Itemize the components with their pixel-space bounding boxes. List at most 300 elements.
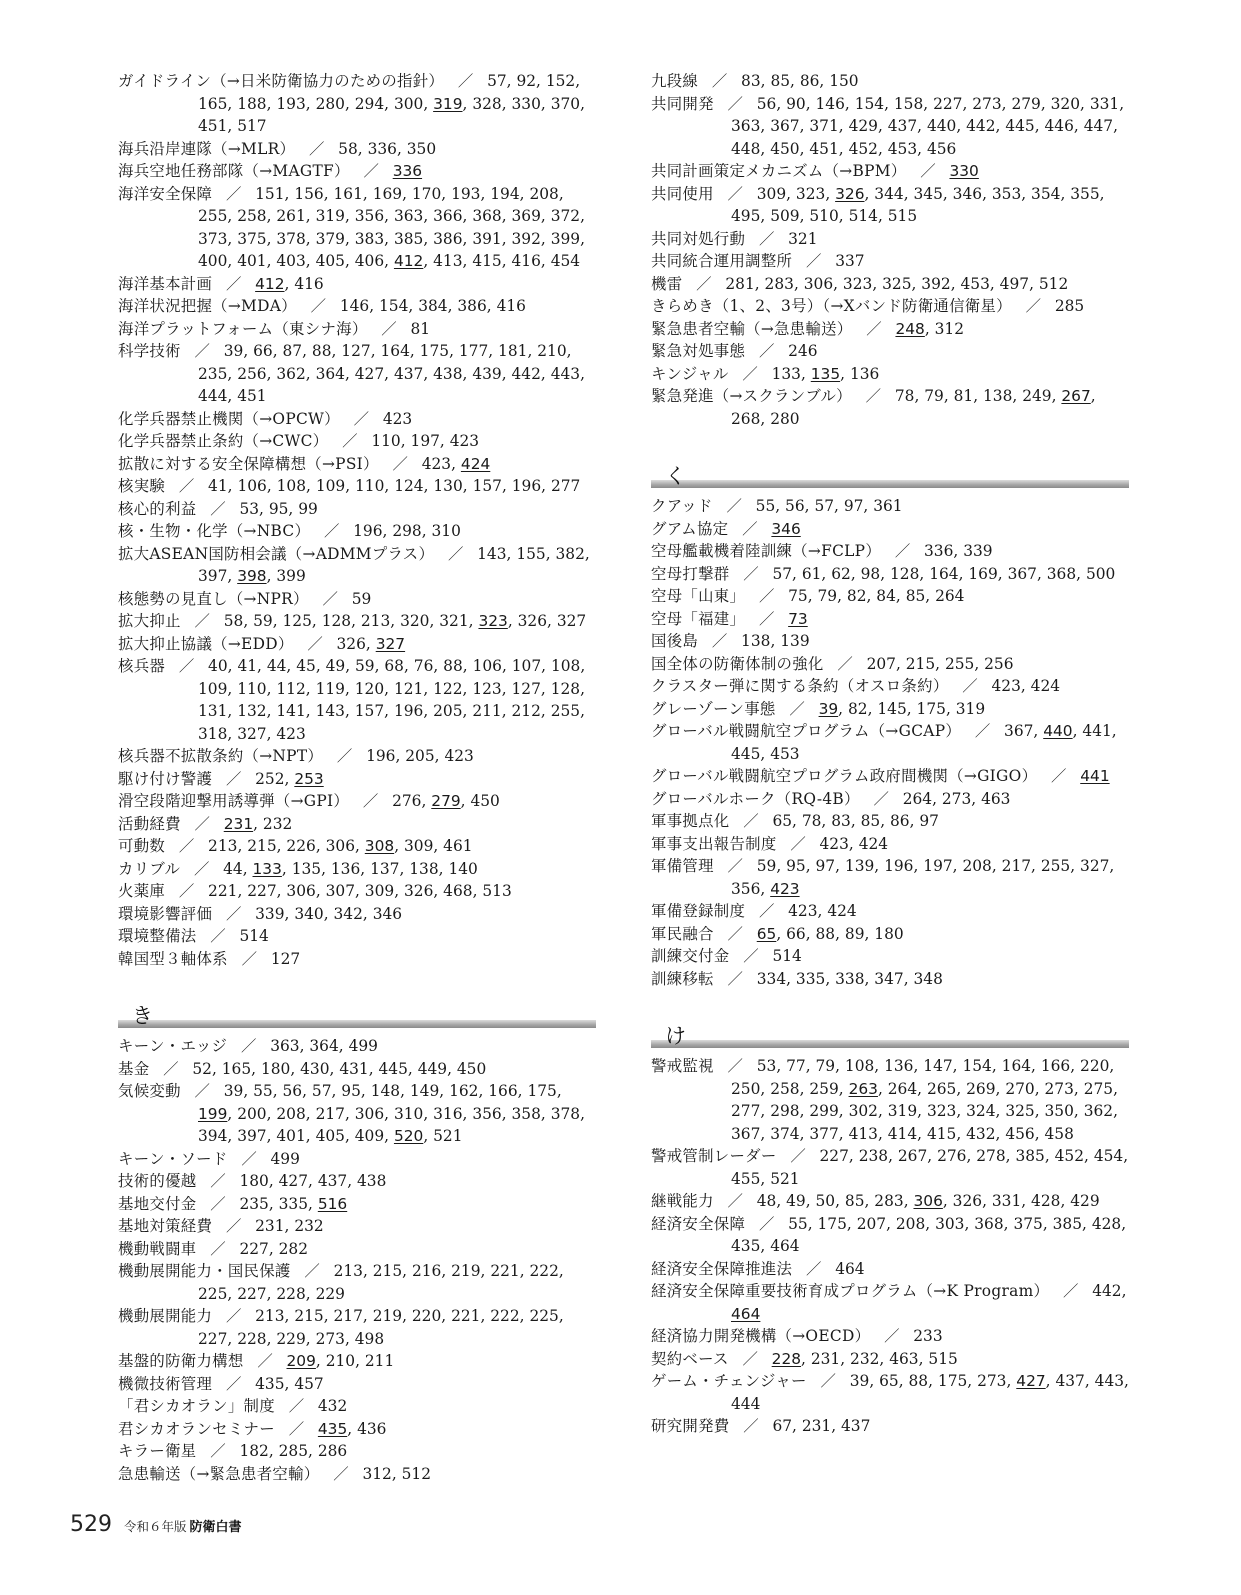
page-ref: 277 <box>550 477 581 495</box>
page-ref: 401 <box>276 1127 306 1145</box>
page-ref: 175 <box>916 699 946 718</box>
index-entry <box>651 765 1129 788</box>
page-ref: 193 <box>451 184 481 203</box>
page-ref: 149 <box>409 1082 440 1100</box>
page-ref: 279 <box>1011 94 1041 113</box>
page-ref: 331 <box>1089 94 1120 113</box>
page-ref: 267 <box>897 1147 928 1165</box>
index-term: 君シカオランセミナー <box>118 1419 275 1438</box>
page-ref: 399 <box>276 567 306 585</box>
page-ref: 88 <box>815 924 836 943</box>
page-ref: 382 <box>555 544 585 563</box>
index-term: 研究開発費 <box>651 1417 730 1435</box>
page-ref: 109 <box>198 679 228 698</box>
page-ref: 438 <box>357 1172 387 1190</box>
page-ref: 108 <box>276 477 307 495</box>
page-ref: 139 <box>844 857 875 875</box>
page-ref: 110 <box>237 679 267 698</box>
page-ref: 443 <box>550 364 581 383</box>
page-ref: 356 <box>354 207 385 225</box>
page-ref: 169 <box>372 184 403 203</box>
index-term: 共同計画策定メカニズム（→BPM） <box>651 162 907 180</box>
page-ref: 44 <box>266 657 287 675</box>
page-ref-main: 73 <box>788 609 808 628</box>
page-ref: 273 <box>1044 1079 1074 1098</box>
page-ref: 339 <box>963 542 993 560</box>
page-ref: 309 <box>756 184 787 203</box>
page-ref: 499 <box>270 1149 300 1168</box>
page-ref: 468 <box>443 882 473 900</box>
page-ref: 294 <box>354 94 385 113</box>
page-ref: 312 <box>362 1464 392 1483</box>
page-ref: 154 <box>962 1057 992 1075</box>
index-term: ガイドライン（→日米防衛協力のための指針） <box>118 72 445 90</box>
index-term: キンジャル <box>651 364 729 383</box>
index-term: 機雷 <box>651 274 683 293</box>
page-ref: 355 <box>1070 184 1100 203</box>
index-term: 緊急対処事態 <box>651 342 746 360</box>
page-ref: 316 <box>433 1104 463 1123</box>
page-ref: 59 <box>253 612 273 630</box>
page-ref: 208 <box>895 1214 926 1233</box>
page-ref-main: 435 <box>317 1419 348 1438</box>
page-ref: 75 <box>788 587 808 605</box>
index-column-right <box>651 70 1129 1438</box>
page-ref: 155 <box>516 544 546 563</box>
page-ref: 82 <box>847 699 868 718</box>
page-ref: 135 <box>291 859 322 878</box>
page-ref: 378 <box>550 1104 581 1123</box>
page-ref: 110 <box>355 477 385 495</box>
section-divider-bar <box>651 480 1129 488</box>
page-ref: 217 <box>315 1104 345 1123</box>
index-separator: ／ <box>717 94 753 113</box>
page-ref: 181 <box>498 342 528 360</box>
index-separator: ／ <box>1015 297 1051 315</box>
page-ref: 437 <box>1055 1372 1085 1390</box>
index-separator: ／ <box>327 747 363 765</box>
page-ref-main: 412 <box>393 252 424 270</box>
page-ref: 170 <box>411 184 442 203</box>
index-term: 国全体の防衛体制の強化 <box>651 654 824 673</box>
index-entry: 急患輸送（→緊急患者空輸） ／ 312, 512 <box>118 1464 432 1483</box>
page-ref: 397 <box>237 1127 267 1145</box>
page-ref: 464 <box>835 1259 865 1278</box>
page-ref: 498 <box>354 1329 385 1348</box>
index-term: 軍備登録制度 <box>651 902 746 920</box>
page-ref: 136 <box>849 364 880 383</box>
index-entry: 君シカオランセミナー ／ 435, 436 <box>118 1419 387 1438</box>
page-ref: 318 <box>198 724 228 743</box>
page-ref: 48 <box>756 1192 777 1210</box>
page-ref: 345 <box>913 184 943 203</box>
index-separator: ／ <box>874 1327 910 1345</box>
page-ref: 401 <box>237 252 267 270</box>
index-separator: ／ <box>702 632 738 650</box>
page-ref: 52 <box>192 1059 212 1078</box>
page-ref: 336 <box>367 139 397 158</box>
index-term: 活動経費 <box>118 814 181 833</box>
page-ref: 210 <box>325 1352 356 1370</box>
page-ref: 416 <box>511 252 541 270</box>
page-ref: 423 <box>819 834 849 853</box>
page-ref: 375 <box>237 229 267 248</box>
page-ref: 423 <box>276 724 306 743</box>
index-term: 化学兵器禁止機関（→OPCW） <box>118 409 340 428</box>
page-ref: 450 <box>456 1059 487 1078</box>
page-ref: 57 <box>814 497 835 515</box>
page-ref-main: 323 <box>478 612 508 630</box>
index-term: 核実験 <box>118 477 166 495</box>
index-term: 共同対処行動 <box>651 229 746 248</box>
page-ref: 138 <box>983 387 1013 405</box>
page-ref: 109 <box>315 477 346 495</box>
page-ref: 444 <box>731 1394 761 1413</box>
index-term: グレーゾーン事態 <box>651 699 776 718</box>
page-ref: 306 <box>325 837 355 855</box>
page-ref: 386 <box>457 297 487 315</box>
index-term: 空母打撃群 <box>651 564 730 583</box>
page-ref-main: 228 <box>771 1349 802 1368</box>
page-ref: 44 <box>223 859 243 878</box>
page-ref: 385 <box>393 229 424 248</box>
index-entry <box>651 340 1129 363</box>
page-ref: 281 <box>725 274 755 293</box>
page-ref: 232 <box>850 1349 880 1368</box>
page-ref: 413 <box>433 252 463 270</box>
page-ref: 415 <box>926 1124 957 1143</box>
page-ref: 227 <box>819 1147 849 1165</box>
page-ref: 513 <box>482 882 512 900</box>
index-term: 拡大ASEAN国防相会議（→ADMMプラス） <box>118 544 435 563</box>
page-ref: 430 <box>300 1059 330 1078</box>
page-ref: 406 <box>354 252 385 270</box>
index-entry <box>651 295 1129 318</box>
page-ref: 95 <box>786 857 806 875</box>
page-ref: 148 <box>370 1082 401 1100</box>
page-ref: 323 <box>795 184 826 203</box>
index-entry: 核実験 ／ 41, 106, 108, 109, 110, 124, 130, 157, 196, 277 <box>118 477 581 495</box>
page-ref: 509 <box>770 207 800 225</box>
index-entry: グローバル戦闘航空プログラム（→GCAP） ／ 367, 440, 441, 445, 453 <box>651 722 1117 763</box>
page-ref: 423 <box>382 409 413 428</box>
page-ref: 368 <box>974 1214 1004 1233</box>
page-ref: 416 <box>496 297 526 315</box>
index-entry: 緊急発進（→スクランブル） ／ 78, 79, 81, 138, 249, 267, 268, 280 <box>651 387 1096 428</box>
page-ref: 312 <box>934 319 965 338</box>
index-separator: ／ <box>216 1217 252 1235</box>
page-ref: 414 <box>887 1124 918 1143</box>
index-section-header <box>651 1020 1129 1052</box>
page-ref: 264 <box>935 587 965 605</box>
page-ref: 67 <box>772 1417 793 1435</box>
page-ref: 321 <box>788 229 818 248</box>
page-ref: 405 <box>315 1127 345 1145</box>
page-ref: 122 <box>433 679 463 698</box>
index-separator: ／ <box>297 634 333 653</box>
page-ref: 246 <box>788 342 818 360</box>
page-ref: 319 <box>955 699 986 718</box>
index-separator: ／ <box>343 409 379 428</box>
page-ref: 269 <box>966 1079 996 1098</box>
page-ref: 97 <box>843 497 864 515</box>
page-ref: 207 <box>866 654 896 673</box>
page-ref: 276 <box>392 792 422 810</box>
page-ref: 193 <box>276 94 306 113</box>
page-ref: 227 <box>239 1239 269 1258</box>
index-entry <box>118 408 596 431</box>
page-ref: 397 <box>198 567 228 585</box>
index-separator: ／ <box>796 1259 832 1278</box>
page-ref: 337 <box>835 252 865 270</box>
page-ref: 95 <box>341 1082 361 1100</box>
page-ref: 280 <box>315 94 345 113</box>
page-ref: 435 <box>731 1237 761 1255</box>
index-term: 駆け付け警護 <box>118 769 213 788</box>
page-ref: 211 <box>364 1352 395 1370</box>
publication-year: 令和６年版 <box>124 1519 187 1534</box>
page-ref: 86 <box>799 72 820 90</box>
index-separator: ／ <box>717 969 753 988</box>
page-ref: 265 <box>926 1079 957 1098</box>
index-term: 核・生物・化学（→NBC） <box>118 522 311 540</box>
index-entry: 共同開発 ／ 56, 90, 146, 154, 158, 227, 273, 279, 320, 331, 363, 367, 371, 429, 437, 440, 442, 445, 446, 447, 448, 450, 451, 452, 453, 456 <box>651 94 1125 158</box>
page-ref: 386 <box>433 229 463 248</box>
page-ref: 424 <box>1030 677 1061 695</box>
page-ref: 379 <box>315 229 345 248</box>
page-ref: 384 <box>418 297 448 315</box>
index-separator: ／ <box>749 342 785 360</box>
index-term: 海兵空地任務部隊（→MAGTF） <box>118 162 350 180</box>
page-ref-main: 346 <box>771 519 801 538</box>
index-separator: ／ <box>780 1147 816 1165</box>
index-entry <box>651 945 1129 968</box>
page-ref: 220 <box>1080 1057 1110 1075</box>
page-ref: 175 <box>817 1214 847 1233</box>
page-ref: 374 <box>770 1124 800 1143</box>
page-ref: 220 <box>411 1307 442 1325</box>
page-ref: 76 <box>413 657 434 675</box>
page-ref: 356 <box>472 1104 502 1123</box>
page-ref: 454 <box>550 252 581 270</box>
index-entry: 空母「山東」 ／ 75, 79, 82, 84, 85, 264 <box>651 587 965 605</box>
page-ref: 106 <box>237 477 267 495</box>
page-ref: 108 <box>844 1057 875 1075</box>
page-ref: 120 <box>354 679 385 698</box>
page-ref: 258 <box>237 207 267 225</box>
page-ref: 273 <box>972 94 1002 113</box>
page-ref: 49 <box>325 657 346 675</box>
page-ref: 217 <box>333 1307 363 1325</box>
page-ref: 303 <box>935 1214 965 1233</box>
page-ref: 514 <box>239 927 269 945</box>
index-separator: ／ <box>855 387 891 405</box>
page-ref: 264 <box>887 1079 918 1098</box>
index-term: 拡散に対する安全保障構想（→PSI） <box>118 454 379 473</box>
page-ref: 158 <box>893 94 924 113</box>
page-ref: 228 <box>276 1284 306 1303</box>
page-ref: 270 <box>1005 1079 1035 1098</box>
index-entry: 軍事拠点化 ／ 65, 78, 83, 85, 86, 97 <box>651 812 939 830</box>
index-term: 空母「山東」 <box>651 587 746 605</box>
page-ref: 231 <box>801 1417 832 1435</box>
index-term: 「君シカオラン」制度 <box>118 1397 275 1415</box>
index-separator: ／ <box>200 927 236 945</box>
page-ref: 500 <box>1085 564 1116 583</box>
page-ref: 232 <box>294 1217 324 1235</box>
page-ref: 125 <box>282 612 312 630</box>
page-ref: 84 <box>876 587 896 605</box>
page-ref: 200 <box>237 1104 267 1123</box>
page-ref: 320 <box>1050 94 1081 113</box>
index-entry: グレーゾーン事態 ／ 39, 82, 145, 175, 319 <box>651 699 986 718</box>
page-ref: 439 <box>472 364 502 383</box>
page-ref: 77 <box>786 1057 806 1075</box>
page-ref: 344 <box>874 184 904 203</box>
page-ref: 446 <box>1044 117 1074 135</box>
index-entry: 研究開発費 ／ 67, 231, 437 <box>651 1417 871 1435</box>
page-ref: 127 <box>270 949 301 968</box>
index-entry: 拡大抑止協議（→EDD） ／ 326, 327 <box>118 634 406 653</box>
index-term: 化学兵器禁止条約（→CWC） <box>118 432 329 450</box>
page-ref: 326 <box>952 1192 983 1210</box>
index-separator: ／ <box>733 1417 769 1435</box>
page-ref-main: 327 <box>375 634 406 653</box>
index-term: 軍民融合 <box>651 924 714 943</box>
index-term: クアッド <box>651 497 713 515</box>
page-ref: 399 <box>550 229 581 248</box>
index-section-header <box>651 460 1129 492</box>
page-ref: 235 <box>198 364 228 383</box>
page-ref: 515 <box>887 207 918 225</box>
index-separator: ／ <box>312 589 348 608</box>
index-separator: ／ <box>299 139 335 158</box>
page-ref: 213 <box>255 1307 285 1325</box>
index-entry: 機動展開能力・国民保護 ／ 213, 215, 216, 219, 221, 222, 225, 227, 228, 229 <box>118 1262 564 1303</box>
page-ref: 517 <box>237 117 267 135</box>
page-ref: 285 <box>1054 297 1085 315</box>
page-ref-main: 248 <box>895 319 925 338</box>
page-ref: 41 <box>237 657 258 675</box>
page-ref: 437 <box>887 117 918 135</box>
page-ref: 228 <box>237 1329 267 1348</box>
page-ref: 273 <box>315 1329 345 1348</box>
page-ref: 99 <box>298 499 318 518</box>
page-ref: 256 <box>237 364 267 383</box>
page-ref: 427 <box>278 1172 309 1190</box>
page-ref-main: 135 <box>810 364 841 383</box>
index-entry: 駆け付け警護 ／ 252, 253 <box>118 769 324 788</box>
page-ref: 423 <box>788 902 818 920</box>
page-ref: 310 <box>431 522 461 540</box>
page-ref: 441 <box>1082 722 1112 740</box>
index-term: 九段線 <box>651 72 699 90</box>
page-ref: 369 <box>511 207 541 225</box>
index-entry: 機動戦闘車 ／ 227, 282 <box>118 1239 309 1258</box>
page-ref: 375 <box>1013 1214 1043 1233</box>
page-ref: 437 <box>841 1417 871 1435</box>
index-entry: 活動経費 ／ 231, 232 <box>118 814 293 833</box>
page-ref: 221 <box>490 1262 520 1280</box>
page-ref: 162 <box>449 1082 479 1100</box>
page-ref: 458 <box>1044 1124 1074 1143</box>
page-ref: 136 <box>330 859 361 878</box>
page-ref-main: 423 <box>770 879 800 898</box>
index-separator: ／ <box>294 1262 330 1280</box>
page-ref: 445 <box>1005 117 1035 135</box>
page-ref: 217 <box>1001 857 1032 875</box>
page-ref: 175 <box>527 1082 557 1100</box>
index-separator: ／ <box>200 499 236 518</box>
page-ref: 229 <box>315 1284 345 1303</box>
index-term: 軍備管理 <box>651 857 714 875</box>
page-ref: 443 <box>1094 1372 1125 1390</box>
page-ref: 216 <box>411 1262 442 1280</box>
index-entry: 基地対策経費 ／ 231, 232 <box>118 1217 324 1235</box>
page-ref: 456 <box>1005 1124 1035 1143</box>
index-term: キラー衛星 <box>118 1442 197 1460</box>
page-ref: 521 <box>433 1127 463 1145</box>
page-ref: 108 <box>550 657 581 675</box>
index-term: 拡大抑止 <box>118 612 181 630</box>
page-ref: 56 <box>785 497 805 515</box>
page-ref: 39 <box>223 1082 244 1100</box>
page-ref: 449 <box>417 1059 448 1078</box>
page-ref: 88 <box>311 342 332 360</box>
index-term: 経済安全保障推進法 <box>651 1259 793 1278</box>
page-ref: 87 <box>282 342 303 360</box>
page-ref: 197 <box>923 857 953 875</box>
index-entry: 海兵沿岸連隊（→MLR） ／ 58, 336, 350 <box>118 139 437 158</box>
index-separator: ／ <box>965 722 1001 740</box>
index-term: 共同開発 <box>651 94 714 113</box>
page-ref: 161 <box>333 184 363 203</box>
page-ref: 150 <box>829 72 859 90</box>
index-term: 技術的優越 <box>118 1172 197 1190</box>
page-ref: 79 <box>924 387 944 405</box>
page-ref: 413 <box>848 1124 878 1143</box>
index-entry: 緊急患者空輸（→急患輸送） ／ 248, 312 <box>651 319 965 338</box>
index-separator: ／ <box>716 497 752 515</box>
index-entry: 核兵器 ／ 40, 41, 44, 45, 49, 59, 68, 76, 88, 106, 107, 108, 109, 110, 112, 119, 120, 121, 122, 123, 127, 128, 131, 132, 141, 143, 157, 196, 205, 211, 212, 255, 318, 327, 423 <box>118 657 586 743</box>
index-separator: ／ <box>169 477 205 495</box>
page-ref: 194 <box>490 184 520 203</box>
page-ref: 165 <box>221 1059 252 1078</box>
page-ref-main: 279 <box>431 792 461 810</box>
index-separator: ／ <box>780 834 816 853</box>
page-ref: 50 <box>815 1192 836 1210</box>
index-entry: 経済安全保障重要技術育成プログラム（→K Program） ／ 442, 464 <box>651 1282 1127 1323</box>
page-ref: 222 <box>490 1307 520 1325</box>
page-ref: 273 <box>977 1372 1007 1390</box>
section-divider-bar <box>651 1040 1129 1048</box>
index-term: 緊急発進（→スクランブル） <box>651 387 852 405</box>
index-separator: ／ <box>717 1192 753 1210</box>
index-term: 訓練移転 <box>651 969 714 988</box>
page-ref: 368 <box>472 207 502 225</box>
page-ref: 83 <box>831 812 851 830</box>
page-ref: 53 <box>756 1057 777 1075</box>
page-ref: 264 <box>902 789 933 808</box>
page-ref: 59 <box>756 857 777 875</box>
index-separator: ／ <box>216 904 252 923</box>
page-ref: 196 <box>511 477 542 495</box>
index-term: 核兵器不拡散条約（→NPT） <box>118 747 324 765</box>
page-ref: 403 <box>276 252 306 270</box>
index-separator: ／ <box>332 432 368 450</box>
page-ref: 409 <box>354 1127 385 1145</box>
page-ref: 85 <box>860 812 881 830</box>
